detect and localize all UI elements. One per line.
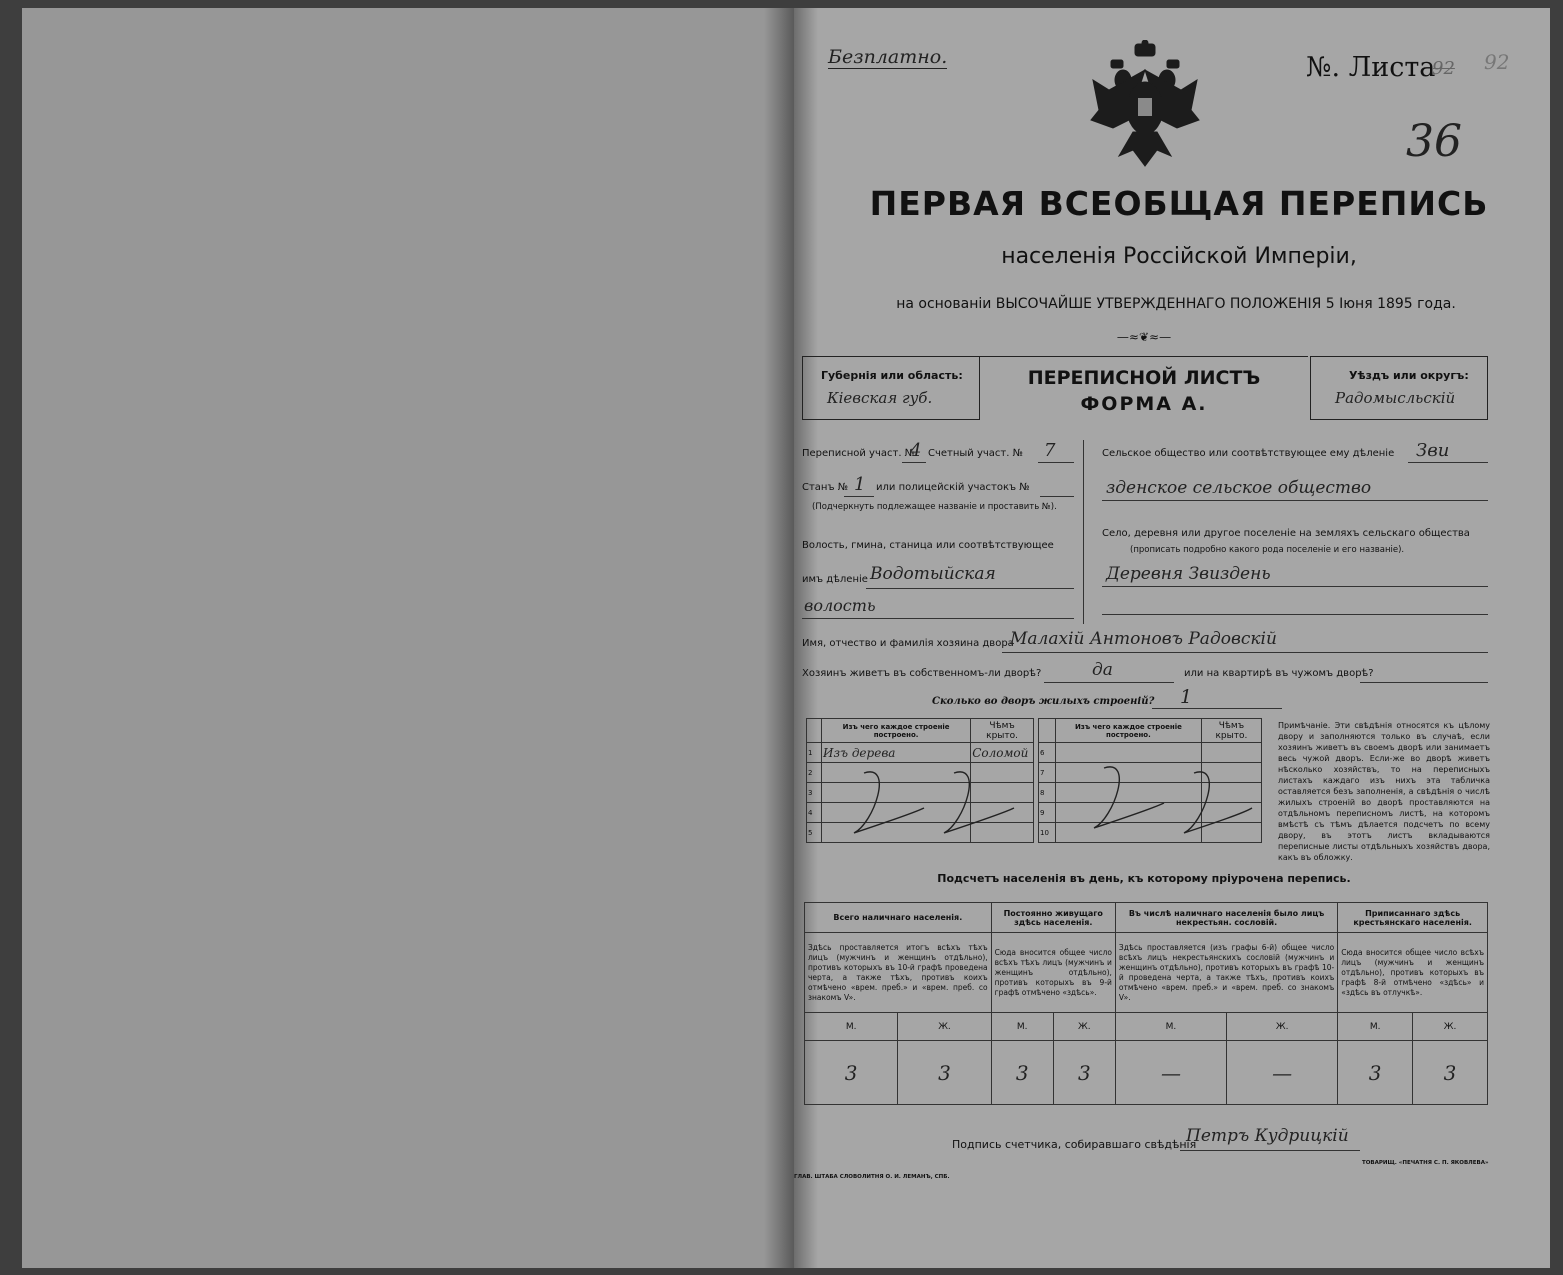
building-num: 1 xyxy=(807,743,822,763)
free-label: Безплатно. xyxy=(828,46,948,68)
province-value: Кіевская губ. xyxy=(827,389,933,407)
census-district-label: Переписной участ. № xyxy=(802,448,916,459)
owner-lives-label: Хозяинъ живетъ въ собственномъ-ли дворѣ? xyxy=(802,668,1042,679)
count-desc: Сюда вносится общее число всѣхъ тѣхъ лицъ (мужчинъ и женщинъ отдѣльно), противъ которыхъ въ 9-й графѣ отмѣчено «здѣсь». xyxy=(991,933,1115,1013)
society-value: Зви xyxy=(1416,440,1450,461)
census-subtitle: населенія Россійской Имперіи, xyxy=(1001,244,1357,269)
count-title: Подсчетъ населенія въ день, къ которому пріурочена перепись. xyxy=(937,872,1351,885)
printer-right: ТОВАРИЩ. «ПЕЧАТНЯ С. П. ЯКОВЛЕВА» xyxy=(1362,1160,1489,1166)
building-roof: Соломой xyxy=(971,743,1034,763)
printer-left: ГЛАВ. ШТАБА СЛОВОЛИТНЯ О. И. ЛЕМАНЪ, СПБ. xyxy=(794,1174,950,1180)
female-label: Ж. xyxy=(1413,1013,1488,1041)
form-label: ФОРМА А. xyxy=(1080,393,1208,415)
count-desc: Здѣсь проставляется итогъ всѣхъ тѣхъ лицъ (мужчинъ и женщинъ отдѣльно), противъ которыхъ въ 10-й графѣ проведена черта, а также тѣхъ, противъ коихъ отмѣчено «врем. преб.» и «врем. преб. со знакомъ V». xyxy=(805,933,992,1013)
col-roof: Чѣмъ крыто. xyxy=(1201,719,1261,743)
female-label: Ж. xyxy=(898,1013,991,1041)
volost-label: Волость, гмина, станица или соотвѣтствующее xyxy=(802,540,1054,551)
buildings-note: Примѣчаніе. Эти свѣдѣнія относятся къ цѣлому двору и заполняются только въ случаѣ, если хозяинъ живетъ въ своемъ дворѣ или занимаетъ весь чужой дворъ. Если-же во дворѣ живетъ нѣсколько хозяйствъ, то на переписныхъ листахъ каждаго изъ нихъ эта табличка оставляется безъ заполненія, а свѣдѣнія о числѣ жилыхъ строеній во дворѣ проставляются на отдѣльномъ переписномъ листѣ, на которомъ вмѣстѣ съ тѣмъ дѣлается подсчетъ по всему двору, въ этотъ листъ вкладываются переписные листы отдѣльныхъ хозяйствъ двора, какъ въ обложку. xyxy=(1278,721,1490,862)
count-desc: Сюда вносится общее число всѣхъ лицъ (мужчинъ и женщинъ отдѣльно), противъ которыхъ въ графѣ 8-й отмѣчено «здѣсь» и «здѣсь въ отлучкѣ». xyxy=(1338,933,1488,1013)
stan-label: Станъ № xyxy=(802,482,849,493)
count-head: Въ числѣ наличнаго населенія было лицъ некрестьян. сословій. xyxy=(1115,903,1337,933)
village-label: Село, деревня или другое поселеніе на земляхъ сельскаго общества xyxy=(1102,528,1470,539)
population-count-table xyxy=(804,902,1488,1105)
building-num: 4 xyxy=(807,803,822,823)
col-material: Изъ чего каждое строеніе построено. xyxy=(1056,719,1202,743)
count-value-male: 3 xyxy=(805,1041,898,1105)
sheet-number-margin: 92 xyxy=(1484,50,1510,74)
signature-value: Петръ Кудрицкій xyxy=(1186,1126,1349,1146)
female-label: Ж. xyxy=(1227,1013,1338,1041)
title-ornament: —≈❦≈— xyxy=(1116,330,1172,344)
owner-lives-value: да xyxy=(1092,660,1113,680)
building-num: 9 xyxy=(1039,803,1056,823)
count-value-male: — xyxy=(1115,1041,1226,1105)
col-material: Изъ чего каждое строеніе построено. xyxy=(822,719,971,743)
buildings-value: 1 xyxy=(1180,686,1193,708)
count-district-value: 7 xyxy=(1044,440,1056,461)
col-roof: Чѣмъ крыто. xyxy=(971,719,1034,743)
owner-name-value: Малахій Антоновъ Радовскій xyxy=(1010,629,1277,649)
female-label: Ж. xyxy=(1053,1013,1115,1041)
count-value-male: 3 xyxy=(1338,1041,1413,1105)
province-box xyxy=(802,356,980,420)
underline-note: (Подчеркнуть подлежащее названіе и проставить №). xyxy=(812,502,1057,512)
volost-value-2: волость xyxy=(804,596,876,615)
count-desc: Здѣсь проставляется (изъ графы 6-й) общее число всѣхъ лицъ некрестьянскихъ сословій (мужчинъ и женщинъ отдѣльно), противъ которыхъ въ графѣ 10-й проведена черта, а также тѣхъ, противъ коихъ отмѣчено «врем. преб.» и «врем. преб. со знакомъ V». xyxy=(1115,933,1337,1013)
building-material: Изъ дерева xyxy=(822,743,971,763)
male-label: М. xyxy=(1115,1013,1226,1041)
left-page xyxy=(22,8,794,1268)
building-num: 5 xyxy=(807,823,822,843)
census-form-page xyxy=(794,8,1550,1268)
count-value-female: 3 xyxy=(1413,1041,1488,1105)
district-box xyxy=(1310,356,1488,420)
census-title: ПЕРВАЯ ВСЕОБЩАЯ ПЕРЕПИСЬ xyxy=(869,184,1489,223)
fields-divider xyxy=(1083,440,1084,624)
district-value: Радомысльскій xyxy=(1335,389,1456,407)
count-value-female: 3 xyxy=(898,1041,991,1105)
male-label: М. xyxy=(805,1013,898,1041)
owner-name-label: Имя, отчество и фамилія хозяина двора xyxy=(802,638,1014,649)
building-num: 3 xyxy=(807,783,822,803)
count-value-male: 3 xyxy=(991,1041,1053,1105)
census-basis: на основаніи ВЫСОЧАЙШЕ УТВЕРЖДЕННАГО ПОЛОЖЕНІЯ 5 Іюня 1895 года. xyxy=(896,296,1456,312)
building-num: 8 xyxy=(1039,783,1056,803)
ditto-strokes xyxy=(834,763,1254,843)
province-label: Губернія или область: xyxy=(821,369,963,382)
sheet-number-handwritten: 36 xyxy=(1406,116,1462,167)
building-num: 10 xyxy=(1039,823,1056,843)
male-label: М. xyxy=(1338,1013,1413,1041)
sheet-number-struck: 92 xyxy=(1432,58,1455,79)
building-num: 2 xyxy=(807,763,822,783)
building-num: 7 xyxy=(1039,763,1056,783)
count-head: Постоянно живущаго здѣсь населенія. xyxy=(991,903,1115,933)
society-label: Сельское общество или соотвѣтствующее ему дѣленіе xyxy=(1102,448,1395,459)
sheet-number-label: №. Листа xyxy=(1306,52,1436,83)
page-gutter xyxy=(764,8,794,1268)
count-district-label: Счетный участ. № xyxy=(928,448,1024,459)
census-district-value: 4 xyxy=(910,440,922,461)
buildings-label: Сколько во дворъ жилыхъ строеній? xyxy=(932,696,1155,707)
owner-rent-label: или на квартирѣ въ чужомъ дворѣ? xyxy=(1184,668,1374,679)
sheet-title-box xyxy=(980,356,1308,421)
village-note: (прописать подробно какого рода поселеніе и его названіе). xyxy=(1130,545,1405,555)
stan-value: 1 xyxy=(854,474,866,495)
volost-value: Водотыйская xyxy=(870,564,996,584)
society-value-2: зденское сельское общество xyxy=(1106,478,1372,498)
imperial-eagle-emblem xyxy=(1089,40,1201,170)
village-value: Деревня Звиздень xyxy=(1106,564,1271,584)
male-label: М. xyxy=(991,1013,1053,1041)
district-label: Уѣздъ или округъ: xyxy=(1349,369,1469,382)
sheet-title: ПЕРЕПИСНОЙ ЛИСТЪ xyxy=(1027,367,1261,389)
police-label: или полицейскій участокъ № xyxy=(876,482,1030,493)
count-value-female: — xyxy=(1227,1041,1338,1105)
building-num: 6 xyxy=(1039,743,1056,763)
signature-label: Подпись счетчика, собиравшаго свѣдѣнія xyxy=(952,1138,1197,1151)
volost-label-2: имъ дѣленіе xyxy=(802,574,868,585)
count-value-female: 3 xyxy=(1053,1041,1115,1105)
count-head: Всего наличнаго населенія. xyxy=(805,903,992,933)
count-head: Приписаннаго здѣсь крестьянскаго населенія. xyxy=(1338,903,1488,933)
